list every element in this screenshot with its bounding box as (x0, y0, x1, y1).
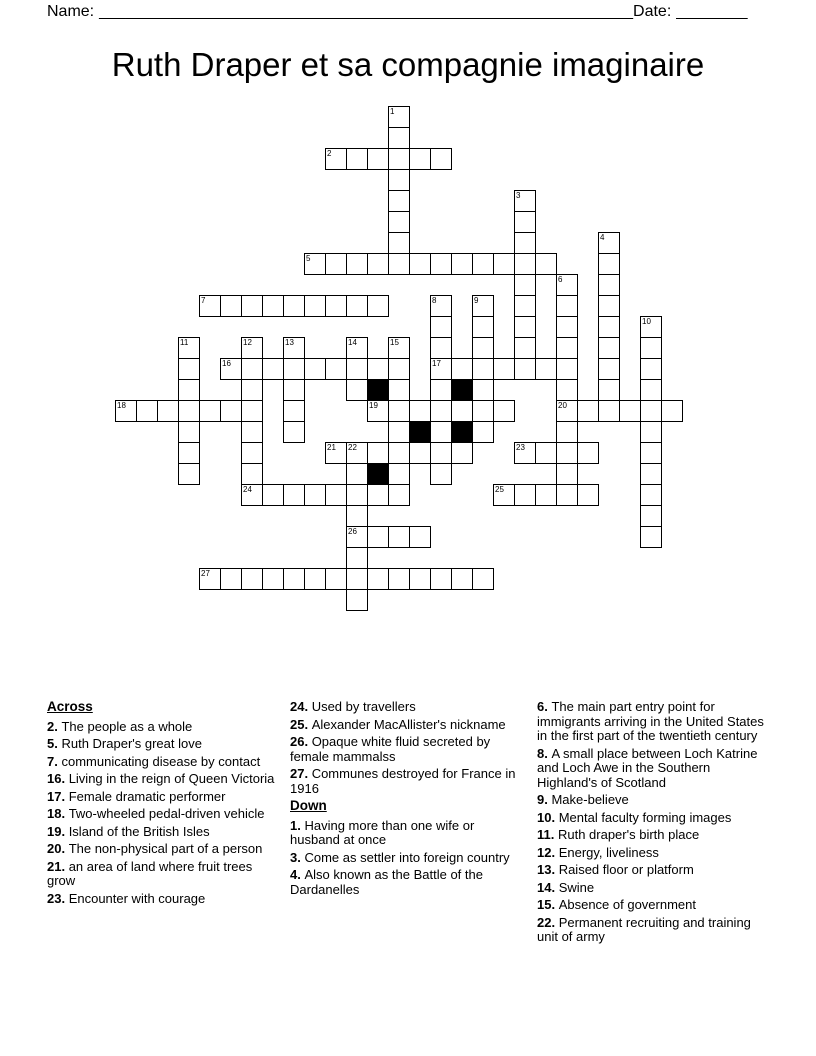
cell-number: 27 (201, 569, 210, 578)
clue-number: 12. (537, 844, 559, 860)
grid-cell[interactable] (388, 379, 410, 401)
clue-number: 15. (537, 897, 559, 912)
cell-number: 20 (558, 401, 567, 410)
grid-cell[interactable] (451, 253, 473, 275)
clue-across-16: 16. Living in the reign of Queen Victoria (47, 771, 275, 786)
grid-cell[interactable] (598, 400, 620, 422)
clues-column-across (47, 700, 275, 909)
grid-cell[interactable] (220, 400, 242, 422)
cell-number: 7 (201, 296, 206, 305)
grid-cell[interactable] (472, 358, 494, 380)
grid-cell[interactable] (556, 442, 578, 464)
clue-down-9: 9. Make-believe (537, 792, 629, 807)
grid-cell[interactable] (556, 400, 578, 422)
grid-cell[interactable] (430, 148, 452, 170)
grid-cell[interactable] (514, 316, 536, 338)
grid-cell[interactable] (472, 379, 494, 401)
grid-cell[interactable] (199, 295, 221, 317)
grid-cell[interactable] (535, 442, 557, 464)
grid-cell[interactable] (556, 316, 578, 338)
clue-number: 25. (290, 716, 312, 732)
cell-number: 2 (327, 149, 332, 158)
grid-cell[interactable] (325, 568, 347, 590)
grid-cell[interactable] (283, 379, 305, 401)
clue-number: 7. (47, 753, 62, 769)
grid-cell[interactable] (283, 421, 305, 443)
clue-down-22: 22. Permanent recruiting and training unit of army (537, 914, 751, 944)
grid-cell[interactable] (451, 358, 473, 380)
grid-cell[interactable] (367, 253, 389, 275)
grid-cell[interactable] (241, 463, 263, 485)
grid-cell[interactable] (136, 400, 158, 422)
clue-number: 24. (290, 699, 312, 714)
clue-down-12: 12. Energy, liveliness (537, 844, 659, 860)
grid-cell[interactable] (346, 484, 368, 506)
grid-cell[interactable] (325, 358, 347, 380)
clue-across-18: 18. Two-wheeled pedal-driven vehicle (47, 806, 265, 821)
grid-cell[interactable] (409, 442, 431, 464)
grid-cell[interactable] (178, 358, 200, 380)
grid-cell[interactable] (619, 400, 641, 422)
grid-cell[interactable] (598, 253, 620, 275)
grid-cell[interactable] (430, 379, 452, 401)
cell-number: 6 (558, 275, 563, 284)
grid-cell[interactable] (598, 379, 620, 401)
grid-cell[interactable] (367, 358, 389, 380)
grid-cell[interactable] (409, 526, 431, 548)
grid-cell[interactable] (640, 358, 662, 380)
clue-number: 21. (47, 858, 69, 874)
clue-number: 10. (537, 809, 559, 825)
grid-cell[interactable] (367, 295, 389, 317)
grid-cell[interactable] (325, 484, 347, 506)
grid-cell[interactable] (451, 442, 473, 464)
grid-cell[interactable] (346, 442, 368, 464)
grid-cell[interactable] (220, 568, 242, 590)
grid-cell[interactable] (283, 400, 305, 422)
blocked-cell (409, 421, 431, 443)
cell-number: 1 (390, 107, 395, 116)
clue-down-3: 3. Come as settler into foreign country (290, 849, 510, 865)
grid-cell[interactable] (556, 337, 578, 359)
clue-across-25: 25. Alexander MacAllister's nickname (290, 716, 506, 732)
cell-number: 26 (348, 527, 357, 536)
grid-cell[interactable] (640, 337, 662, 359)
grid-cell[interactable] (346, 547, 368, 569)
clue-number: 27. (290, 766, 312, 781)
grid-cell[interactable] (388, 337, 410, 359)
grid-cell[interactable] (346, 295, 368, 317)
grid-cell[interactable] (388, 106, 410, 128)
grid-cell[interactable] (472, 568, 494, 590)
grid-cell[interactable] (367, 148, 389, 170)
cell-number: 8 (432, 296, 437, 305)
grid-cell[interactable] (241, 400, 263, 422)
grid-cell[interactable] (409, 148, 431, 170)
cell-number: 9 (474, 296, 479, 305)
clue-number: 9. (537, 792, 552, 807)
grid-cell[interactable] (472, 421, 494, 443)
grid-cell[interactable] (388, 484, 410, 506)
clue-across-20: 20. The non-physical part of a person (47, 841, 263, 856)
grid-cell[interactable] (640, 379, 662, 401)
grid-cell[interactable] (346, 589, 368, 611)
grid-cell[interactable] (346, 505, 368, 527)
grid-cell[interactable] (241, 337, 263, 359)
date-label: Date: (633, 3, 672, 20)
grid-cell[interactable] (304, 295, 326, 317)
grid-cell[interactable] (283, 337, 305, 359)
grid-cell[interactable] (346, 463, 368, 485)
grid-cell[interactable] (388, 442, 410, 464)
clue-across-26: 26. Opaque white fluid secreted by female mammalss (290, 734, 491, 764)
grid-cell[interactable] (283, 358, 305, 380)
grid-cell[interactable] (514, 484, 536, 506)
grid-cell[interactable] (640, 442, 662, 464)
grid-cell[interactable] (430, 337, 452, 359)
grid-cell[interactable] (346, 526, 368, 548)
grid-cell[interactable] (472, 337, 494, 359)
blocked-cell (367, 379, 389, 401)
grid-cell[interactable] (346, 379, 368, 401)
grid-cell[interactable] (346, 337, 368, 359)
grid-cell[interactable] (640, 316, 662, 338)
clue-number: 23. (47, 890, 69, 906)
clue-number: 5. (47, 736, 62, 751)
grid-cell[interactable] (430, 316, 452, 338)
date-fill-line[interactable]: ________ (676, 3, 748, 20)
grid-cell[interactable] (472, 295, 494, 317)
grid-cell[interactable] (262, 484, 284, 506)
clue-number: 20. (47, 841, 69, 856)
clue-down-8: 8. A small place between Loch Katrine and Loch Awe in the Southern Highland's of Scotland (537, 745, 758, 790)
grid-cell[interactable] (598, 274, 620, 296)
clue-number: 26. (290, 734, 312, 749)
grid-cell[interactable] (241, 568, 263, 590)
grid-cell[interactable] (598, 358, 620, 380)
clues-column-down (537, 700, 765, 948)
name-date-row (47, 3, 748, 21)
name-label: Name: (47, 3, 95, 20)
grid-cell[interactable] (346, 568, 368, 590)
grid-cell[interactable] (514, 295, 536, 317)
grid-cell[interactable] (199, 400, 221, 422)
grid-cell[interactable] (367, 400, 389, 422)
grid-cell[interactable] (409, 253, 431, 275)
grid-cell[interactable] (640, 421, 662, 443)
grid-cell[interactable] (640, 526, 662, 548)
clue-number: 18. (47, 806, 69, 821)
crossword-grid (115, 106, 685, 616)
cell-number: 10 (642, 317, 651, 326)
grid-cell[interactable] (178, 400, 200, 422)
clue-across-2: 2. The people as a whole (47, 718, 193, 734)
grid-cell[interactable] (493, 253, 515, 275)
grid-cell[interactable] (430, 442, 452, 464)
cell-number: 3 (516, 191, 521, 200)
grid-cell[interactable] (661, 400, 683, 422)
grid-cell[interactable] (178, 442, 200, 464)
clue-number: 6. (537, 699, 552, 714)
grid-cell[interactable] (304, 484, 326, 506)
grid-cell[interactable] (178, 463, 200, 485)
grid-cell[interactable] (493, 484, 515, 506)
grid-cell[interactable] (430, 568, 452, 590)
clue-down-14: 14. Swine (537, 879, 595, 895)
grid-cell[interactable] (556, 379, 578, 401)
grid-cell[interactable] (472, 316, 494, 338)
grid-cell[interactable] (178, 379, 200, 401)
grid-cell[interactable] (514, 274, 536, 296)
grid-cell[interactable] (346, 148, 368, 170)
cell-number: 25 (495, 485, 504, 494)
grid-cell[interactable] (241, 421, 263, 443)
grid-cell[interactable] (451, 400, 473, 422)
grid-cell[interactable] (325, 442, 347, 464)
clue-across-5: 5. Ruth Draper's great love (47, 736, 202, 751)
clue-across-19: 19. Island of the British Isles (47, 823, 210, 839)
clue-number: 17. (47, 788, 69, 804)
cell-number: 5 (306, 254, 311, 263)
clue-down-4: 4. Also known as the Battle of the Dardanelles (290, 867, 483, 897)
grid-cell[interactable] (388, 253, 410, 275)
grid-cell[interactable] (241, 379, 263, 401)
grid-cell[interactable] (388, 463, 410, 485)
cell-number: 12 (243, 338, 252, 347)
grid-cell[interactable] (325, 253, 347, 275)
clue-number: 2. (47, 718, 62, 734)
clues-down-header: Down (290, 798, 327, 813)
grid-cell[interactable] (514, 442, 536, 464)
clue-across-7: 7. communicating disease by contact (47, 753, 261, 769)
grid-cell[interactable] (262, 358, 284, 380)
grid-cell[interactable] (514, 190, 536, 212)
grid-cell[interactable] (367, 526, 389, 548)
cell-number: 23 (516, 443, 525, 452)
grid-cell[interactable] (640, 505, 662, 527)
grid-cell[interactable] (178, 421, 200, 443)
grid-cell[interactable] (367, 484, 389, 506)
grid-cell[interactable] (556, 274, 578, 296)
grid-cell[interactable] (640, 463, 662, 485)
grid-cell[interactable] (577, 400, 599, 422)
grid-cell[interactable] (388, 169, 410, 191)
grid-cell[interactable] (283, 568, 305, 590)
grid-cell[interactable] (241, 484, 263, 506)
grid-cell[interactable] (220, 358, 242, 380)
clue-across-23: 23. Encounter with courage (47, 890, 206, 906)
clue-down-15: 15. Absence of government (537, 897, 696, 912)
blocked-cell (451, 421, 473, 443)
grid-cell[interactable] (556, 463, 578, 485)
clue-down-1: 1. Having more than one wife or husband at once (290, 817, 475, 847)
clue-number: 19. (47, 823, 69, 839)
grid-cell[interactable] (388, 526, 410, 548)
grid-cell[interactable] (388, 148, 410, 170)
grid-cell[interactable] (262, 295, 284, 317)
grid-cell[interactable] (556, 358, 578, 380)
grid-cell[interactable] (304, 568, 326, 590)
grid-cell[interactable] (535, 358, 557, 380)
grid-cell[interactable] (472, 253, 494, 275)
grid-cell[interactable] (598, 316, 620, 338)
clue-number: 16. (47, 771, 69, 786)
grid-cell[interactable] (409, 568, 431, 590)
grid-cell[interactable] (388, 127, 410, 149)
grid-cell[interactable] (430, 358, 452, 380)
cell-number: 24 (243, 485, 252, 494)
cell-number: 21 (327, 443, 336, 452)
grid-cell[interactable] (241, 295, 263, 317)
grid-cell[interactable] (535, 253, 557, 275)
grid-cell[interactable] (493, 400, 515, 422)
grid-cell[interactable] (262, 568, 284, 590)
clues-column-middle (290, 700, 518, 900)
grid-cell[interactable] (514, 232, 536, 254)
clue-number: 13. (537, 862, 559, 877)
clue-number: 1. (290, 817, 305, 833)
grid-cell[interactable] (388, 211, 410, 233)
cell-number: 18 (117, 401, 126, 410)
cell-number: 13 (285, 338, 294, 347)
clue-down-6: 6. The main part entry point for immigrants arriving in the United States in the first part of the twentieth century (537, 699, 764, 743)
grid-cell[interactable] (157, 400, 179, 422)
grid-cell[interactable] (430, 463, 452, 485)
grid-cell[interactable] (283, 484, 305, 506)
grid-cell[interactable] (346, 253, 368, 275)
clue-number: 4. (290, 867, 305, 882)
grid-cell[interactable] (388, 421, 410, 443)
grid-cell[interactable] (325, 295, 347, 317)
grid-cell[interactable] (640, 484, 662, 506)
grid-cell[interactable] (220, 295, 242, 317)
cell-number: 19 (369, 401, 378, 410)
grid-cell[interactable] (346, 358, 368, 380)
clue-across-17: 17. Female dramatic performer (47, 788, 226, 804)
grid-cell[interactable] (304, 358, 326, 380)
grid-cell[interactable] (325, 148, 347, 170)
grid-cell[interactable] (199, 568, 221, 590)
grid-cell[interactable] (430, 253, 452, 275)
clue-down-10: 10. Mental faculty forming images (537, 809, 732, 825)
grid-cell[interactable] (241, 358, 263, 380)
grid-cell[interactable] (598, 295, 620, 317)
grid-cell[interactable] (241, 442, 263, 464)
grid-cell[interactable] (430, 421, 452, 443)
grid-cell[interactable] (493, 358, 515, 380)
grid-cell[interactable] (388, 358, 410, 380)
clue-number: 8. (537, 745, 552, 761)
grid-cell[interactable] (640, 400, 662, 422)
grid-cell[interactable] (283, 295, 305, 317)
grid-cell[interactable] (430, 400, 452, 422)
grid-cell[interactable] (178, 337, 200, 359)
cell-number: 4 (600, 233, 605, 242)
grid-cell[interactable] (430, 295, 452, 317)
clue-across-27: 27. Communes destroyed for France in 1916 (290, 766, 516, 796)
grid-cell[interactable] (367, 568, 389, 590)
grid-cell[interactable] (514, 358, 536, 380)
name-fill-line[interactable]: ____________________________________________________________ (99, 3, 634, 20)
grid-cell[interactable] (535, 484, 557, 506)
grid-cell[interactable] (451, 568, 473, 590)
grid-cell[interactable] (388, 232, 410, 254)
grid-cell[interactable] (409, 400, 431, 422)
clue-number: 22. (537, 914, 559, 930)
cell-number: 14 (348, 338, 357, 347)
grid-cell[interactable] (556, 421, 578, 443)
clue-across-21: 21. an area of land where fruit trees grow (47, 858, 253, 888)
clue-across-24: 24. Used by travellers (290, 699, 416, 714)
grid-cell[interactable] (514, 211, 536, 233)
cell-number: 22 (348, 443, 357, 452)
grid-cell[interactable] (577, 442, 599, 464)
clue-number: 11. (537, 827, 558, 842)
grid-cell[interactable] (514, 337, 536, 359)
clue-number: 14. (537, 879, 559, 895)
blocked-cell (367, 463, 389, 485)
grid-cell[interactable] (556, 295, 578, 317)
grid-cell[interactable] (388, 400, 410, 422)
puzzle-title: Ruth Draper et sa compagnie imaginaire (111, 46, 705, 83)
cell-number: 17 (432, 359, 441, 368)
cell-number: 15 (390, 338, 399, 347)
grid-cell[interactable] (598, 232, 620, 254)
grid-cell[interactable] (115, 400, 137, 422)
grid-cell[interactable] (367, 442, 389, 464)
grid-cell[interactable] (472, 400, 494, 422)
clue-down-11: 11. Ruth draper's birth place (537, 827, 700, 842)
grid-cell[interactable] (556, 484, 578, 506)
cell-number: 11 (180, 338, 189, 347)
clue-down-13: 13. Raised floor or platform (537, 862, 694, 877)
blocked-cell (451, 379, 473, 401)
grid-cell[interactable] (598, 337, 620, 359)
clue-number: 3. (290, 849, 305, 865)
clues-across-header: Across (47, 699, 93, 714)
grid-cell[interactable] (304, 253, 326, 275)
cell-number: 16 (222, 359, 231, 368)
grid-cell[interactable] (388, 190, 410, 212)
grid-cell[interactable] (577, 484, 599, 506)
grid-cell[interactable] (514, 253, 536, 275)
grid-cell[interactable] (388, 568, 410, 590)
